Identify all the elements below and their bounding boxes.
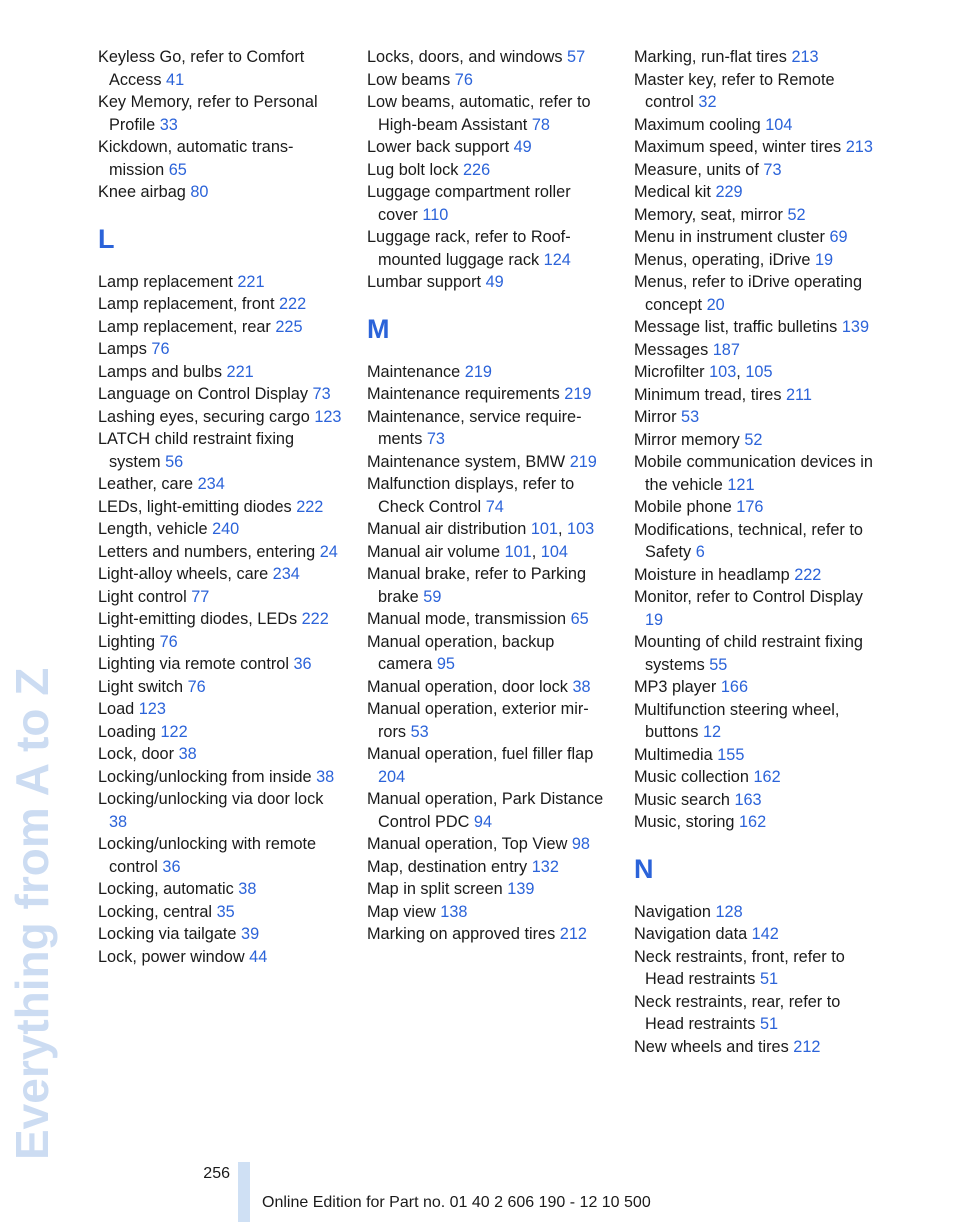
index-entry — [634, 564, 878, 587]
page-reference-link[interactable]: 225 — [275, 317, 303, 336]
index-entry-term: Lower back support — [367, 138, 514, 156]
index-entry — [98, 316, 342, 339]
index-entry — [367, 631, 611, 676]
index-entry — [634, 136, 878, 159]
page-reference-link[interactable]: 221 — [237, 272, 265, 291]
index-entry — [98, 293, 342, 316]
index-entry — [98, 361, 342, 384]
index-entry — [367, 698, 611, 743]
index-entry-term: Manual brake, refer to Parking brake — [367, 565, 587, 606]
page-reference-link[interactable]: 162 — [753, 768, 781, 786]
page-reference-link[interactable]: 124 — [543, 250, 571, 269]
index-entry-term: LEDs, light-emitting diodes — [98, 497, 297, 516]
page-reference-link[interactable]: 51 — [759, 1015, 779, 1033]
page-number: 256 — [203, 1165, 230, 1182]
index-entry — [367, 743, 611, 788]
page-reference-link[interactable]: 20 — [706, 295, 725, 314]
index-entry-term: Letters and numbers, entering — [98, 542, 320, 561]
index-entry — [367, 856, 611, 879]
index-entry-term: Map, destination entry — [367, 857, 532, 876]
index-entry — [634, 406, 878, 429]
page-reference-link[interactable]: 101 — [504, 542, 532, 561]
index-entry-term: Language on Control Display — [98, 385, 313, 403]
index-entry-term: Light control — [98, 587, 192, 606]
index-entry-term: Light switch — [98, 677, 188, 696]
index-entry — [367, 878, 611, 901]
index-entry — [98, 563, 342, 586]
index-entry-term: Luggage compartment roller cover — [367, 183, 571, 224]
index-entry-term: Lamps and bulbs — [98, 362, 227, 381]
index-entry-term: Locking/unlocking via door lock — [98, 790, 324, 808]
index-entry-term: Minimum tread, tires — [634, 385, 786, 404]
index-entry — [367, 69, 611, 92]
page-reference-link[interactable]: 204 — [378, 767, 406, 786]
page-reference-link[interactable]: 219 — [464, 362, 492, 381]
page-reference-link[interactable]: 222 — [296, 497, 324, 516]
index-entry — [634, 429, 878, 452]
index-entry — [367, 383, 611, 406]
page-reference-link[interactable]: 226 — [462, 160, 491, 179]
page-reference-link[interactable]: 103 — [567, 520, 595, 538]
index-entry-term: Lamp replacement — [98, 272, 238, 291]
index-entry-term: Music collection — [634, 768, 754, 786]
index-entry-term: Navigation — [634, 902, 716, 921]
index-entry — [98, 608, 342, 631]
index-entry — [98, 631, 342, 654]
page-reference-link[interactable]: 73 — [426, 430, 445, 448]
index-entry — [367, 406, 611, 451]
index-entry — [634, 316, 878, 339]
page-reference-link[interactable]: 222 — [279, 295, 307, 313]
index-entry — [634, 744, 878, 767]
index-entry — [367, 563, 611, 608]
index-entry-term: Map in split screen — [367, 880, 508, 898]
page-reference-link[interactable]: 121 — [727, 475, 755, 494]
index-entry-term: Load — [98, 700, 139, 718]
index-entry — [634, 226, 878, 249]
index-entry — [634, 69, 878, 114]
index-entry — [634, 946, 878, 991]
page-reference-link[interactable]: 105 — [745, 363, 773, 381]
page-reference-link[interactable]: 52 — [744, 430, 763, 449]
index-entry — [98, 766, 342, 789]
index-entry-term: Locking, central — [98, 902, 217, 921]
index-entry-term: Manual air volume — [367, 542, 505, 561]
index-entry — [634, 519, 878, 564]
page-reference-link[interactable]: 32 — [698, 93, 717, 111]
page-reference-link[interactable]: 103 — [709, 363, 737, 381]
page-reference-link[interactable]: 39 — [241, 925, 260, 943]
index-entry — [98, 788, 342, 833]
index-entry — [367, 833, 611, 856]
page-reference-link[interactable]: 76 — [159, 632, 178, 651]
index-entry — [98, 541, 342, 564]
index-entry — [367, 91, 611, 136]
index-entry-term: Music, storing — [634, 813, 739, 831]
index-entry-term: Maintenance — [367, 362, 465, 381]
page-reference-link[interactable]: 44 — [249, 947, 268, 966]
index-entry — [367, 136, 611, 159]
page-reference-link[interactable]: 212 — [793, 1037, 821, 1056]
index-entry — [634, 766, 878, 789]
index-entry — [98, 496, 342, 519]
index-entry-term: Map view — [367, 902, 441, 921]
index-entry — [98, 901, 342, 924]
page-reference-link[interactable]: 24 — [319, 542, 338, 561]
index-entry-term: Knee airbag — [98, 183, 191, 201]
index-entry — [634, 159, 878, 182]
index-entry-term: Measure, units of — [634, 160, 764, 179]
index-entry-term: Lighting — [98, 632, 160, 651]
page-reference-link[interactable]: 52 — [787, 205, 806, 224]
page-reference-link[interactable]: 19 — [815, 250, 834, 269]
index-entry-term: Keyless Go, refer to Comfort Access — [98, 48, 305, 89]
index-entry-term: Marking on approved tires — [367, 925, 560, 943]
index-entry-term: MP3 player — [634, 678, 721, 696]
page-reference-link[interactable]: 123 — [138, 700, 166, 718]
page-reference-link[interactable]: 51 — [759, 970, 779, 988]
index-entry-term: Multifunction steering wheel, buttons — [634, 700, 840, 741]
page-reference-link[interactable]: 69 — [829, 228, 848, 246]
index-entry-term: Lamp replacement, front — [98, 295, 279, 313]
index-entry — [634, 204, 878, 227]
index-letter-heading: M — [367, 313, 390, 344]
index-entry — [98, 428, 342, 473]
page-reference-link[interactable]: 35 — [216, 902, 235, 921]
index-entry — [634, 1036, 878, 1059]
index-entry-term: Menus, refer to iDrive operating concept — [634, 273, 863, 314]
index-entry-term: Malfunction displays, refer to Check Control — [367, 475, 575, 516]
page-reference-link[interactable]: 76 — [454, 70, 473, 89]
index-entry-term: Mirror memory — [634, 430, 745, 449]
index-entry — [98, 586, 342, 609]
index-entry — [98, 676, 342, 699]
index-entry-term: Maintenance system, BMW — [367, 452, 570, 471]
page-reference-link[interactable]: 132 — [531, 857, 559, 876]
page-reference-link[interactable]: 142 — [751, 925, 779, 943]
page-reference-link[interactable]: 53 — [410, 722, 429, 741]
index-entry-term: Key Memory, refer to Personal Profile — [98, 93, 318, 134]
index-entry-term: Locking/unlocking with remote control — [98, 835, 317, 876]
index-entry — [634, 699, 878, 744]
page-reference-link[interactable]: 222 — [794, 565, 822, 584]
index-entry — [634, 631, 878, 676]
page-reference-link[interactable]: 101 — [530, 520, 558, 538]
index-entry-term: Manual operation, exterior mirrors — [367, 700, 589, 741]
page-reference-link[interactable]: 139 — [507, 880, 535, 898]
index-entry — [98, 833, 342, 878]
index-entry — [98, 721, 342, 744]
index-entry — [634, 339, 878, 362]
page-reference-link[interactable]: 211 — [786, 385, 812, 404]
page-reference-link[interactable]: 12 — [702, 723, 722, 741]
index-entry — [367, 473, 611, 518]
page-reference-link[interactable]: 76 — [187, 677, 206, 696]
page-reference-link[interactable]: 187 — [712, 340, 740, 359]
index-entry-term: Maintenance requirements — [367, 385, 565, 403]
index-entry-term: Manual mode, transmission — [367, 610, 571, 628]
page-reference-link[interactable]: 33 — [159, 115, 178, 134]
index-entry-term: Light-emitting diodes, LEDs — [98, 610, 302, 628]
index-entry — [634, 271, 878, 316]
index-entry — [367, 181, 611, 226]
index-column-2 — [367, 46, 611, 946]
index-entry-term: Low beams, automatic, refer to High-beam Assistant — [367, 93, 591, 134]
index-entry-term: Multimedia — [634, 745, 718, 764]
index-entry — [98, 878, 342, 901]
index-entry-term: Menu in instrument cluster — [634, 228, 830, 246]
index-column-3 — [634, 46, 878, 1058]
index-entry-term: Moisture in headlamp — [634, 565, 795, 584]
page-reference-link[interactable]: 221 — [226, 362, 254, 381]
index-entry — [634, 46, 878, 69]
index-entry-term: Manual operation, door lock — [367, 677, 573, 696]
index-entry — [367, 451, 611, 474]
index-entry — [367, 541, 611, 564]
index-entry-term: Menus, operating, iDrive — [634, 250, 815, 269]
page-reference-link[interactable]: 57 — [567, 48, 586, 66]
index-entry-term: Maintenance, service requirements — [367, 407, 582, 448]
index-entry — [367, 226, 611, 271]
index-entry-term: Lighting via remote control — [98, 655, 294, 673]
index-entry-term: Manual operation, Park Distance Control PDC — [367, 790, 604, 831]
page-ref-separator: , — [531, 542, 541, 561]
index-entry — [98, 743, 342, 766]
index-entry — [98, 46, 342, 91]
page-reference-link[interactable]: 213 — [845, 138, 873, 156]
section-side-tab — [0, 0, 62, 1170]
page-reference-link[interactable]: 78 — [531, 115, 550, 134]
page-reference-link[interactable]: 155 — [717, 745, 745, 764]
index-entry-term: Kickdown, automatic transmission — [98, 138, 294, 179]
page-reference-link[interactable]: 123 — [314, 407, 342, 426]
page-reference-link[interactable]: 6 — [695, 543, 705, 561]
page-reference-link[interactable]: 36 — [293, 655, 312, 673]
index-entry-term: Maximum cooling — [634, 115, 766, 134]
index-entry — [634, 114, 878, 137]
index-entry-term: Lamp replacement, rear — [98, 317, 276, 336]
page-reference-link[interactable]: 80 — [190, 183, 209, 201]
index-entry — [367, 159, 611, 182]
index-entry-term: LATCH child restraint fixing system — [98, 430, 295, 471]
index-entry — [634, 789, 878, 812]
index-entry — [98, 923, 342, 946]
page-ref-separator: , — [557, 520, 568, 538]
index-entry — [98, 383, 342, 406]
page-reference-link[interactable]: 110 — [422, 205, 449, 224]
page-reference-link[interactable]: 229 — [715, 183, 743, 201]
page-reference-link[interactable]: 222 — [301, 610, 329, 628]
index-entry-term: Locking, automatic — [98, 880, 239, 898]
page-reference-link[interactable]: 19 — [645, 610, 664, 629]
index-entry-term: Master key, refer to Remote control — [634, 70, 835, 111]
index-entry-term: Message list, traffic bulletins — [634, 318, 842, 336]
index-entry-term: Mirror — [634, 408, 682, 426]
index-entry-term: Locking/unlocking from inside — [98, 767, 317, 786]
index-entry — [367, 676, 611, 699]
index-entry-term: Manual operation, backup camera — [367, 632, 555, 673]
page-reference-link[interactable]: 166 — [720, 678, 749, 696]
page-reference-link[interactable]: 219 — [569, 452, 597, 471]
index-entry-term: Manual air distribution — [367, 520, 531, 538]
index-entry — [98, 698, 342, 721]
page-reference-link[interactable]: 38 — [238, 880, 257, 898]
index-entry — [98, 946, 342, 969]
page-reference-link[interactable]: 38 — [572, 677, 591, 696]
page-reference-link[interactable]: 234 — [197, 475, 225, 493]
index-entry — [634, 901, 878, 924]
index-entry-term: Neck restraints, front, refer to Head restraints — [634, 947, 845, 988]
page-reference-link[interactable]: 49 — [513, 138, 532, 156]
index-entry — [634, 811, 878, 834]
index-entry-term: Music search — [634, 790, 735, 809]
index-entry-term: Monitor, refer to Control Display — [634, 588, 863, 606]
index-entry-term: Light-alloy wheels, care — [98, 565, 273, 583]
page-reference-link[interactable]: 56 — [165, 452, 184, 471]
index-entry-term: Marking, run-flat tires — [634, 48, 792, 66]
footer-bar — [238, 1162, 250, 1222]
page-reference-link[interactable]: 212 — [559, 925, 587, 943]
page-reference-link[interactable]: 38 — [316, 767, 335, 786]
page-reference-link[interactable]: 38 — [178, 745, 197, 763]
page-reference-link[interactable]: 176 — [736, 498, 764, 516]
index-entry-term: Microfilter — [634, 363, 710, 381]
page-reference-link[interactable]: 138 — [440, 902, 468, 921]
index-entry — [98, 181, 342, 204]
index-entry-term: Lumbar support — [367, 273, 486, 291]
index-entry — [634, 451, 878, 496]
index-entry-term: Modifications, technical, refer to Safety — [634, 520, 863, 561]
index-entry — [634, 991, 878, 1036]
index-entry-term: Lock, power window — [98, 947, 250, 966]
footer-text: Online Edition for Part no. 01 40 2 606 190 - 12 10 500 — [262, 1194, 651, 1211]
page-reference-link[interactable]: 76 — [151, 340, 170, 358]
index-entry-term: Luggage rack, refer to Roof-mounted luggage rack — [367, 228, 571, 269]
page-reference-link[interactable]: 213 — [791, 48, 819, 66]
index-entry — [634, 586, 878, 631]
index-entry-term: Locking via tailgate — [98, 925, 242, 943]
index-entry-term: Lashing eyes, securing cargo — [98, 407, 315, 426]
index-entry-term: Mobile communication devices in the vehicle — [634, 453, 873, 494]
index-entry-term: Memory, seat, mirror — [634, 205, 788, 224]
index-entry — [98, 653, 342, 676]
index-entry-term: Maximum speed, winter tires — [634, 138, 846, 156]
index-entry — [367, 361, 611, 384]
index-entry-term: Navigation data — [634, 925, 752, 943]
page-reference-link[interactable]: 98 — [571, 835, 590, 853]
section-side-tab-label: Everything from A to Z — [6, 667, 58, 1160]
page-reference-link[interactable]: 162 — [738, 813, 767, 831]
page-reference-link[interactable]: 41 — [166, 70, 185, 89]
index-entry-term: Locks, doors, and windows — [367, 48, 568, 66]
index-entry-term: Medical kit — [634, 183, 716, 201]
index-entry — [98, 271, 342, 294]
page-reference-link[interactable]: 219 — [564, 385, 592, 403]
page-reference-link[interactable]: 36 — [162, 857, 181, 876]
index-entry-term: New wheels and tires — [634, 1037, 794, 1056]
page-reference-link[interactable]: 65 — [168, 160, 187, 179]
index-entry-term: Mounting of child restraint fixing systems — [634, 633, 863, 674]
index-entry — [367, 518, 611, 541]
index-entry — [634, 181, 878, 204]
index-entry-term: Neck restraints, rear, refer to Head restraints — [634, 992, 841, 1033]
page-reference-link[interactable]: 38 — [109, 812, 128, 831]
page-reference-link[interactable]: 95 — [436, 655, 455, 673]
page-reference-link[interactable]: 73 — [763, 160, 782, 179]
index-entry — [367, 271, 611, 294]
index-entry — [367, 788, 611, 833]
index-entry-term: Mobile phone — [634, 498, 737, 516]
page-reference-link[interactable]: 77 — [191, 587, 210, 606]
page-reference-link[interactable]: 74 — [485, 497, 504, 516]
index-entry — [98, 473, 342, 496]
index-entry-term: Manual operation, fuel filler flap — [367, 745, 594, 763]
index-entry — [634, 384, 878, 407]
index-letter-heading: L — [98, 223, 115, 254]
index-entry — [98, 136, 342, 181]
page-reference-link[interactable]: 128 — [715, 902, 743, 921]
index-entry — [634, 676, 878, 699]
index-entry-term: Lug bolt lock — [367, 160, 463, 179]
page-reference-link[interactable]: 234 — [272, 565, 300, 583]
index-entry — [367, 46, 611, 69]
index-entry — [98, 518, 342, 541]
page-reference-link[interactable]: 59 — [423, 587, 442, 606]
page-reference-link[interactable]: 73 — [312, 385, 331, 403]
page-reference-link[interactable]: 55 — [709, 655, 728, 674]
index-entry — [634, 923, 878, 946]
index-entry-term: Lamps — [98, 340, 152, 358]
page-reference-link[interactable]: 49 — [485, 273, 504, 291]
page-reference-link[interactable]: 104 — [765, 115, 793, 134]
page-reference-link[interactable]: 53 — [681, 408, 700, 426]
index-entry — [367, 901, 611, 924]
index-entry-term: Manual operation, Top View — [367, 835, 572, 853]
page-reference-link[interactable]: 65 — [570, 610, 589, 628]
page-reference-link[interactable]: 104 — [540, 542, 568, 561]
index-entry-term: Loading — [98, 722, 161, 741]
index-entry — [367, 923, 611, 946]
index-entry — [634, 249, 878, 272]
index-column-1 — [98, 46, 342, 968]
index-entry — [634, 496, 878, 519]
index-entry — [98, 406, 342, 429]
index-entry-term: Lock, door — [98, 745, 179, 763]
page-reference-link[interactable]: 240 — [212, 520, 240, 538]
index-entry-term: Messages — [634, 340, 713, 359]
index-entry — [367, 608, 611, 631]
page-reference-link[interactable]: 94 — [473, 812, 493, 831]
index-entry-term: Low beams — [367, 70, 455, 89]
page-ref-separator: , — [736, 363, 746, 381]
index-letter-heading: N — [634, 853, 654, 884]
index-entry-term: Length, vehicle — [98, 520, 213, 538]
index-entry — [98, 91, 342, 136]
index-entry — [634, 361, 878, 384]
page-reference-link[interactable]: 139 — [841, 318, 869, 336]
index-entry — [98, 338, 342, 361]
page-reference-link[interactable]: 122 — [160, 722, 188, 741]
index-entry-term: Leather, care — [98, 475, 198, 493]
page-reference-link[interactable]: 163 — [734, 790, 762, 809]
